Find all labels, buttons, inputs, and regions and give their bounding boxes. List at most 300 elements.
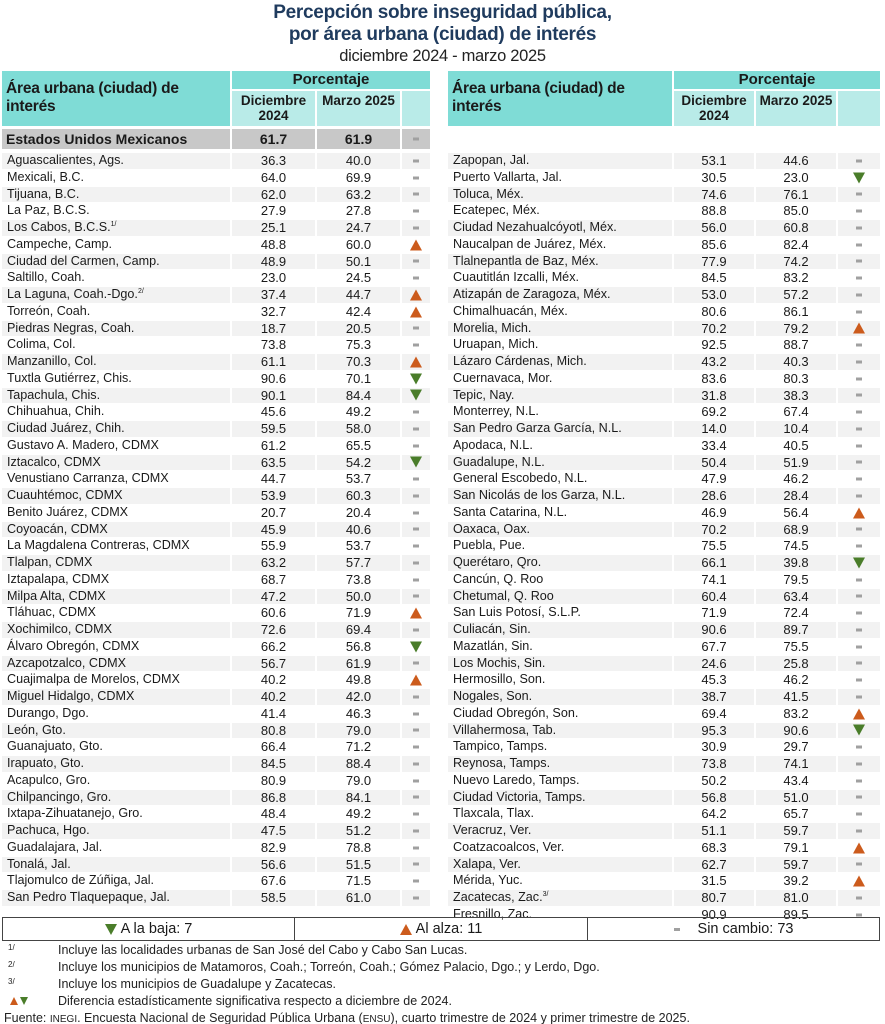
change-indicator: [402, 538, 430, 554]
up-arrow-icon: [410, 239, 422, 250]
table-row: [2, 805, 430, 822]
march-value: 58.0: [317, 421, 400, 437]
city-name: [2, 555, 230, 571]
change-indicator: [838, 639, 880, 655]
col-december-header: Diciembre 2024: [674, 91, 754, 126]
december-value: 45.3: [701, 672, 727, 688]
city-name-text: Nuevo Laredo, Tamps.: [453, 772, 580, 787]
no-change-icon: [413, 762, 419, 765]
change-indicator: [402, 421, 430, 437]
city-name: [2, 321, 230, 337]
city-name-text: Lázaro Cárdenas, Mich.: [453, 354, 587, 368]
change-indicator: [402, 254, 430, 270]
change-indicator: [838, 689, 880, 705]
significance-note: [4, 993, 882, 1010]
march-value: 82.4: [783, 236, 809, 252]
december-value: 63.2: [232, 555, 315, 571]
change-indicator: [402, 488, 430, 504]
no-change-icon: [413, 595, 419, 598]
no-change-icon: [856, 360, 862, 363]
up-arrow-icon: [10, 997, 18, 1005]
city-name-text: Toluca, Méx.: [453, 186, 524, 201]
city-name: [2, 404, 230, 420]
december-value: 53.0: [674, 287, 754, 303]
change-indicator: [838, 488, 880, 504]
change-indicator: [402, 522, 430, 538]
city-name-text: Milpa Alta, CDMX: [7, 588, 106, 603]
city-name: [2, 572, 230, 588]
summary-same: [588, 918, 879, 940]
march-value: 88.4: [317, 756, 400, 772]
no-change-icon: [856, 896, 862, 899]
march-value: 76.1: [756, 187, 836, 203]
table-row: [2, 889, 430, 906]
december-value: 60.4: [674, 589, 754, 605]
city-name-text: Irapuato, Gto.: [7, 756, 85, 770]
march-value: 63.2: [317, 187, 400, 203]
december-value: 56.8: [674, 790, 754, 806]
footnote-mark: 3/: [8, 977, 15, 986]
no-change-icon: [856, 545, 862, 548]
december-value: 50.4: [674, 455, 754, 471]
change-indicator: [402, 857, 430, 873]
change-indicator: [402, 840, 430, 856]
change-indicator: [838, 421, 880, 437]
change-indicator: [838, 254, 880, 270]
city-name: [2, 890, 230, 906]
city-name-text: Santa Catarina, N.L.: [453, 504, 568, 519]
city-name: [448, 371, 672, 387]
no-change-icon: [856, 394, 862, 397]
change-indicator: [838, 773, 880, 789]
december-value: 48.8: [260, 236, 287, 252]
national-name: Estados Unidos Mexicanos: [2, 129, 230, 149]
december-value: 75.5: [701, 538, 727, 554]
city-name: [2, 237, 230, 253]
no-change-icon: [856, 628, 862, 631]
march-value: 89.5: [783, 906, 809, 922]
city-name: [2, 689, 230, 705]
change-indicator: [838, 605, 880, 621]
table-row: [2, 839, 430, 856]
no-change-icon: [413, 813, 419, 816]
march-value: 42.4: [345, 303, 372, 319]
table-row: [448, 856, 880, 873]
december-value: 53.9: [232, 488, 315, 504]
change-indicator: [402, 723, 430, 739]
change-indicator: [838, 706, 880, 722]
change-indicator: [838, 538, 880, 554]
up-arrow-icon: [853, 876, 865, 887]
city-name: [2, 773, 230, 789]
december-value: 64.2: [701, 806, 727, 822]
no-change-icon: [413, 712, 419, 715]
march-value: 83.2: [783, 270, 809, 286]
city-name-text: Puerto Vallarta, Jal.: [453, 169, 562, 184]
march-value: 74.1: [756, 756, 836, 772]
table-row: [448, 705, 880, 722]
table-row: [2, 671, 430, 688]
table-row: [2, 320, 430, 337]
change-indicator: [838, 672, 880, 688]
city-name: [2, 656, 230, 672]
city-name-text: Acapulco, Gro.: [7, 772, 91, 787]
march-value: 25.8: [756, 656, 836, 672]
no-change-icon: [856, 159, 862, 162]
no-change-icon: [856, 796, 862, 799]
city-name: [448, 790, 672, 806]
no-change-icon: [856, 863, 862, 866]
source-text-1: . Encuesta Nacional de Seguridad Pública Urbana (: [77, 1011, 363, 1024]
march-value: 20.4: [345, 504, 372, 520]
march-value: 51.0: [756, 790, 836, 806]
city-name-text: Oaxaca, Oax.: [453, 521, 530, 536]
city-name: [2, 756, 230, 772]
change-indicator: [838, 823, 880, 839]
city-name-text: Durango, Dgo.: [7, 705, 89, 720]
city-name: [448, 672, 672, 688]
december-value: 61.2: [260, 437, 287, 453]
city-name: [2, 823, 230, 839]
city-name: [448, 404, 672, 420]
change-indicator: [402, 572, 430, 588]
city-name-text: Ixtapa-Zihuatanejo, Gro.: [7, 806, 143, 821]
col-december-header: Diciembre 2024: [232, 91, 315, 126]
table-row: [448, 454, 880, 471]
table-row: [2, 370, 430, 387]
no-change-icon: [856, 595, 862, 598]
table-row: [448, 755, 880, 772]
city-name-text: Cuautitlán Izcalli, Méx.: [453, 270, 579, 285]
no-change-icon: [413, 138, 419, 141]
no-change-icon: [856, 695, 862, 698]
march-value: 75.3: [345, 337, 372, 353]
march-value: 59.7: [756, 857, 836, 873]
left-table: [2, 71, 430, 906]
city-name-text: Tonalá, Jal.: [7, 856, 71, 871]
col-indicator-header: [838, 91, 880, 126]
table-header: [2, 71, 430, 126]
change-indicator: [402, 706, 430, 722]
no-change-icon: [413, 561, 419, 564]
footnote-text: Incluye los municipios de Guadalupe y Zacatecas.: [58, 977, 336, 991]
march-value: 46.2: [783, 672, 809, 688]
table-row: [448, 336, 880, 353]
city-name: [2, 873, 230, 889]
table-row: [448, 236, 880, 253]
no-change-icon: [413, 545, 419, 548]
change-indicator: [402, 471, 430, 487]
table-row: [448, 688, 880, 705]
march-value: 63.4: [756, 589, 836, 605]
city-name-text: Monterrey, N.L.: [453, 404, 539, 419]
change-indicator: [838, 354, 880, 370]
change-indicator: [838, 371, 880, 387]
march-value: 24.7: [317, 220, 400, 236]
city-name-text: La Paz, B.C.S.: [7, 203, 90, 218]
change-indicator: [838, 270, 880, 286]
march-value: 84.1: [317, 790, 400, 806]
change-indicator: [402, 220, 430, 236]
march-value: 10.4: [756, 421, 836, 437]
table-row: [448, 202, 880, 219]
no-change-icon: [856, 344, 862, 347]
no-change-icon: [413, 880, 419, 883]
table-row: [448, 470, 880, 487]
right-table: [448, 71, 880, 923]
city-name-text: San Luis Potosí, S.L.P.: [453, 605, 581, 620]
march-value: 57.2: [756, 287, 836, 303]
table-row: [448, 638, 880, 655]
change-indicator: [402, 270, 430, 286]
march-value: 49.2: [345, 404, 372, 420]
change-indicator: [402, 203, 430, 219]
december-value: 56.0: [674, 220, 754, 236]
table-row: [2, 336, 430, 353]
change-indicator: [838, 840, 880, 856]
area-header: Área urbana (ciudad) de interés: [448, 71, 672, 126]
city-name-text: Mexicali, B.C.: [7, 169, 84, 184]
december-value: 73.8: [674, 756, 754, 772]
city-name-text: Miguel Hidalgo, CDMX: [7, 689, 135, 703]
no-change-icon: [856, 494, 862, 497]
march-value: 68.9: [756, 522, 836, 538]
december-value: 85.6: [701, 236, 727, 252]
city-name: [2, 203, 230, 219]
march-value: 86.1: [783, 303, 809, 319]
change-indicator: [402, 404, 430, 420]
march-value: 53.7: [345, 538, 372, 554]
march-value: 28.4: [756, 488, 836, 504]
source-label: Fuente:: [4, 1011, 47, 1024]
change-indicator: [402, 656, 430, 672]
table-row: [448, 504, 880, 521]
city-name-text: Colima, Col.: [7, 337, 76, 352]
december-value: 68.7: [260, 571, 287, 587]
march-value: 51.5: [317, 857, 400, 873]
city-name: [2, 153, 230, 169]
footnote-ref: 2/: [137, 288, 144, 295]
december-value: 48.4: [260, 806, 287, 822]
change-indicator: [838, 438, 880, 454]
table-row: [448, 872, 880, 889]
march-value: 79.5: [783, 571, 809, 587]
table-row: [448, 537, 880, 554]
march-value: 39.8: [756, 555, 836, 571]
change-indicator: [402, 605, 430, 621]
december-value: 90.9: [701, 906, 727, 922]
march-value: 79.0: [317, 723, 400, 739]
december-value: 46.9: [701, 504, 727, 520]
city-name-text: Ciudad Victoria, Tamps.: [453, 789, 586, 804]
table-row: [2, 554, 430, 571]
table-row: [448, 403, 880, 420]
city-name: [2, 706, 230, 722]
city-name-text: San Nicolás de los Garza, N.L.: [453, 488, 626, 502]
december-value: 31.8: [674, 388, 754, 404]
col-indicator-header: [402, 91, 430, 126]
december-value: 68.3: [701, 839, 727, 855]
city-name: [448, 522, 672, 538]
up-arrow-icon: [853, 842, 865, 853]
city-name: [2, 857, 230, 873]
city-name-text: Tlalpan, CDMX: [7, 555, 93, 569]
table-row: [2, 353, 430, 370]
no-change-icon: [413, 193, 419, 196]
up-arrow-icon: [853, 323, 865, 334]
december-value: 47.5: [232, 823, 315, 839]
change-indicator: [838, 589, 880, 605]
table-row: [448, 169, 880, 186]
table-row: [448, 437, 880, 454]
city-name-text: Ciudad Nezahualcóyotl, Méx.: [453, 220, 617, 234]
december-value: 64.0: [260, 169, 287, 185]
december-value: 33.4: [701, 437, 727, 453]
no-change-icon: [856, 293, 862, 296]
table-row: [2, 872, 430, 889]
table-row: [448, 772, 880, 789]
table-row: [2, 219, 430, 236]
no-change-icon: [856, 461, 862, 464]
city-name: [2, 254, 230, 270]
city-name-text: General Escobedo, N.L.: [453, 471, 588, 486]
no-change-icon: [856, 762, 862, 765]
table-header: [448, 71, 880, 126]
city-name-text: Cuauhtémoc, CDMX: [7, 488, 123, 502]
no-change-icon: [413, 695, 419, 698]
table-row: [448, 822, 880, 839]
down-arrow-icon: [20, 997, 28, 1005]
footnote-mark: 1/: [8, 943, 15, 952]
december-value: 90.6: [674, 622, 754, 638]
left-rows: [2, 152, 430, 906]
december-value: 66.2: [260, 638, 287, 654]
city-name-text: Aguascalientes, Ags.: [7, 153, 124, 167]
city-name: [448, 639, 672, 655]
table-row: [448, 604, 880, 621]
no-change-icon: [413, 344, 419, 347]
city-name: [448, 203, 672, 219]
city-name-text: Tuxtla Gutiérrez, Chis.: [7, 370, 132, 385]
change-indicator: [402, 287, 430, 303]
change-indicator: [838, 170, 880, 186]
down-arrow-icon: [410, 373, 422, 384]
table-row: [448, 738, 880, 755]
city-name: [2, 672, 230, 688]
city-name: [2, 522, 230, 538]
footnote-ref: 1/: [110, 221, 117, 228]
change-indicator: [402, 304, 430, 320]
december-value: 61.1: [232, 354, 315, 370]
city-name: [448, 471, 672, 487]
city-name-text: Nogales, Son.: [453, 689, 533, 703]
december-value: 53.1: [674, 153, 754, 169]
up-arrow-icon: [853, 708, 865, 719]
table-row: [2, 286, 430, 303]
table-row: [448, 722, 880, 739]
footnote-text: Incluye las localidades urbanas de San José del Cabo y Cabo San Lucas.: [58, 943, 468, 957]
no-change-icon: [413, 427, 419, 430]
city-name-text: Coyoacán, CDMX: [7, 521, 108, 536]
city-name: [448, 840, 672, 856]
city-name-text: Veracruz, Ver.: [453, 823, 532, 837]
city-name: [2, 187, 230, 203]
march-value: 74.2: [756, 254, 836, 270]
table-row: [2, 521, 430, 538]
march-value: 71.2: [345, 739, 372, 755]
source-acronym: ENSU: [362, 1014, 391, 1024]
city-name: [2, 220, 230, 236]
december-value: 90.1: [232, 388, 315, 404]
december-value: 80.8: [232, 723, 315, 739]
table-row: [448, 420, 880, 437]
december-value: 37.4: [232, 287, 315, 303]
december-value: 47.2: [232, 589, 315, 605]
col-march-header: Marzo 2025: [756, 91, 836, 126]
december-value: 27.9: [260, 203, 287, 219]
march-value: 54.2: [317, 455, 400, 471]
city-name-text: Ciudad Juárez, Chih.: [7, 421, 125, 435]
table-row: [448, 253, 880, 270]
march-value: 88.7: [783, 337, 809, 353]
change-indicator: [402, 237, 430, 253]
march-value: 79.0: [345, 772, 372, 788]
change-indicator: [838, 471, 880, 487]
down-arrow-icon: [853, 172, 865, 183]
table-row: [448, 839, 880, 856]
december-value: 80.7: [674, 890, 754, 906]
no-change-icon: [856, 779, 862, 782]
no-change-icon: [856, 913, 862, 916]
change-indicator: [838, 388, 880, 404]
march-value: 70.1: [345, 370, 372, 386]
summary-same-text: Sin cambio: 73: [697, 921, 794, 937]
december-value: 90.6: [260, 370, 287, 386]
national-indicator: [402, 129, 430, 149]
footnote-3: [4, 976, 882, 993]
city-name-text: Ecatepec, Méx.: [453, 203, 540, 218]
december-value: 31.5: [701, 873, 727, 889]
city-name-text: Iztapalapa, CDMX: [7, 571, 110, 586]
city-name-text: Campeche, Camp.: [7, 236, 112, 251]
change-indicator: [402, 555, 430, 571]
change-indicator: [402, 873, 430, 889]
city-name: [2, 840, 230, 856]
city-name: [2, 304, 230, 320]
march-value: 79.2: [756, 321, 836, 337]
table-row: [448, 889, 880, 906]
city-name: [2, 455, 230, 471]
city-name-text: Uruapan, Mich.: [453, 337, 539, 352]
december-value: 74.6: [674, 187, 754, 203]
december-value: 28.6: [674, 488, 754, 504]
city-name-text: Gustavo A. Madero, CDMX: [7, 437, 159, 452]
city-name: [448, 388, 672, 404]
december-value: 69.4: [701, 705, 727, 721]
change-indicator: [838, 404, 880, 420]
march-value: 60.3: [317, 488, 400, 504]
table-row: [2, 454, 430, 471]
table-row: [2, 655, 430, 672]
no-change-icon: [856, 427, 862, 430]
march-value: 27.8: [345, 203, 372, 219]
table-row: [448, 286, 880, 303]
summary-bar: [2, 917, 880, 941]
significance-icons: [10, 997, 28, 1005]
march-value: 78.8: [345, 839, 372, 855]
city-name: [448, 739, 672, 755]
december-value: 73.8: [260, 337, 287, 353]
